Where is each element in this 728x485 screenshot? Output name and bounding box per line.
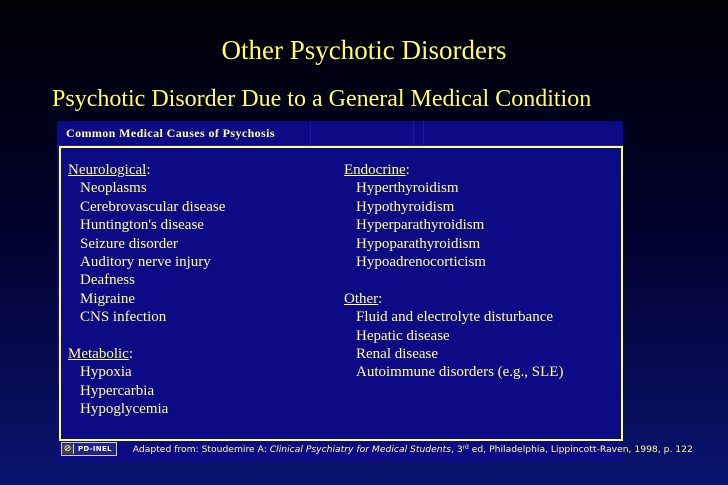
table-header-row: [57, 121, 623, 146]
list-item: Hypoglycemia: [80, 401, 169, 418]
causes-table: [57, 121, 693, 461]
list-item: Huntington's disease: [80, 217, 204, 234]
list-item: Auditory nerve injury: [80, 253, 211, 270]
header-divider: [310, 121, 311, 145]
list-item: Neoplasms: [80, 180, 147, 197]
list-item: Hypercarbia: [80, 382, 155, 399]
citation-text: Adapted from: Stoudemire A: Clinical Psychiatry for Medical Students, 3rd ed, Philadelphia, Lippincott-Raven, 1998, p. 122: [132, 443, 693, 455]
list-item: Renal disease: [356, 345, 439, 362]
list-item: Hypoxia: [80, 364, 132, 381]
header-divider: [423, 121, 424, 145]
list-item: Migraine: [80, 290, 135, 307]
list-item: Hypothyroidism: [356, 198, 455, 215]
header-divider: [413, 121, 414, 145]
left-column: [68, 161, 225, 418]
list-item: Autoimmune disorders (e.g., SLE): [356, 364, 564, 381]
table-body: [59, 146, 623, 441]
list-item: Hypoparathyroidism: [356, 235, 481, 252]
section-gap: [344, 271, 563, 289]
section-heading: Metabolic:: [68, 345, 133, 362]
list-item: Hyperthyroidism: [356, 180, 459, 197]
list-item: Deafness: [80, 272, 135, 289]
section-heading: Endocrine:: [344, 162, 410, 178]
slide-title: Other Psychotic Disorders: [221, 35, 507, 65]
slide-subtitle: Psychotic Disorder Due to a General Medical Condition: [52, 86, 592, 112]
list-item: Cerebrovascular disease: [80, 198, 226, 215]
section-heading: Neurological:: [68, 162, 151, 178]
list-item: Hyperparathyroidism: [356, 217, 485, 234]
public-domain-icon: ⊘: [62, 444, 74, 454]
table-header: Common Medical Causes of Psychosis: [66, 126, 275, 140]
section-heading: Other:: [344, 290, 383, 307]
list-item: CNS infection: [80, 309, 167, 326]
right-column: [344, 161, 563, 382]
list-item: Fluid and electrolyte disturbance: [356, 309, 554, 326]
list-item: Seizure disorder: [80, 235, 178, 252]
list-item: Hypoadrenocorticism: [356, 253, 486, 270]
list-item: Hepatic disease: [356, 327, 450, 344]
section-gap: [68, 327, 225, 345]
license-label: PD-INEL: [78, 445, 112, 453]
license-badge[interactable]: [61, 442, 117, 456]
citation-footer: [61, 442, 693, 456]
